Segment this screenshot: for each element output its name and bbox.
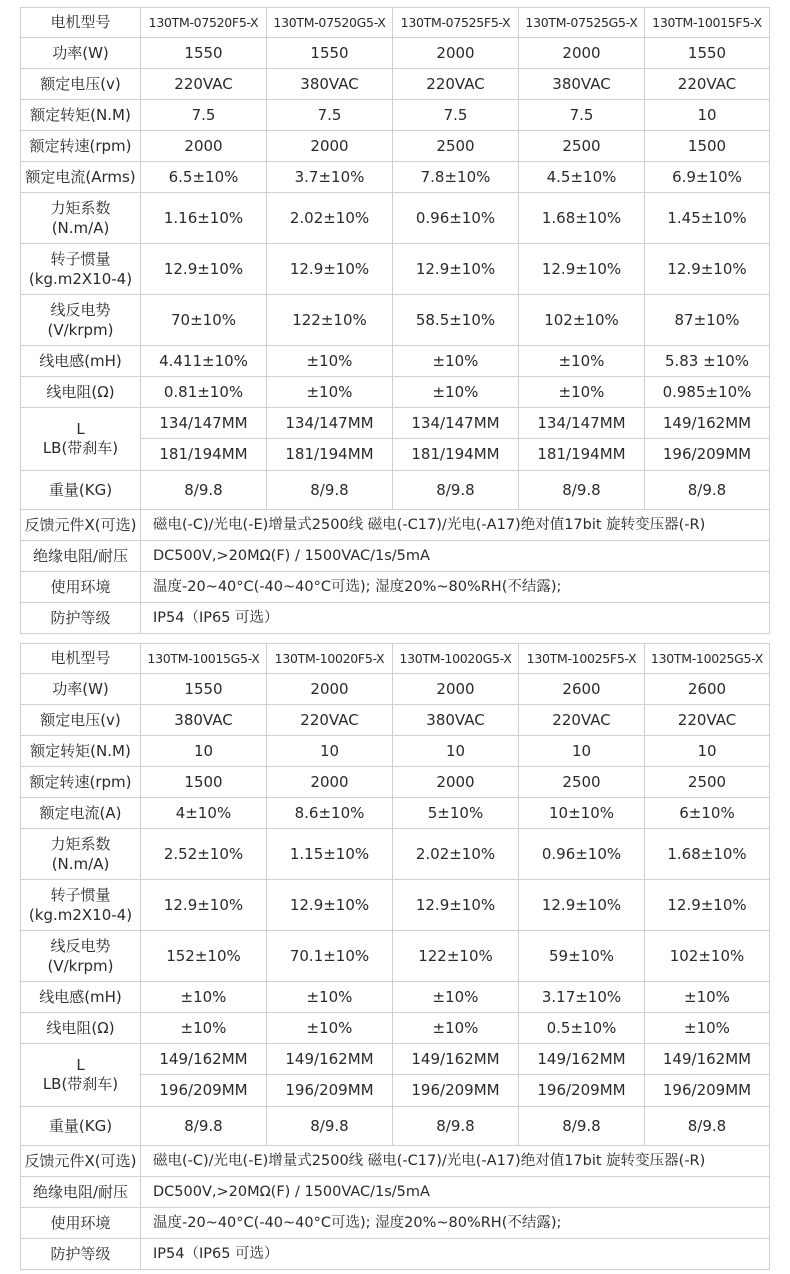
- value-cell: 2000: [141, 131, 267, 162]
- value-cell: 7.5: [141, 100, 267, 131]
- value-cell: 12.9±10%: [645, 880, 770, 931]
- row-label: 额定转速(rpm): [21, 131, 141, 162]
- value-cell: 10±10%: [519, 798, 645, 829]
- value-cell: 10: [267, 736, 393, 767]
- row-label: [21, 931, 141, 982]
- row-length-l: [21, 408, 770, 439]
- row-label-line: 线反电势: [50, 301, 111, 319]
- row-label: 电机型号: [21, 644, 141, 674]
- value-cell: 1.45±10%: [645, 193, 770, 244]
- row-label: 额定电流(Arms): [21, 162, 141, 193]
- value-cell: 12.9±10%: [519, 244, 645, 295]
- row-label-unit: (N.m/A): [51, 855, 110, 873]
- row-label: 反馈元件X(可选): [21, 510, 141, 541]
- value-cell: 12.9±10%: [267, 244, 393, 295]
- value-cell: 181/194MM: [267, 439, 393, 471]
- value-cell: 149/162MM: [645, 408, 770, 439]
- row-label-unit: (N.m/A): [51, 219, 110, 237]
- row-label-unit: (kg.m2X10-4): [28, 906, 133, 924]
- value-cell: 1550: [141, 38, 267, 69]
- spec-table-1: [20, 7, 770, 634]
- value-cell: ±10%: [519, 346, 645, 377]
- row-protection: [21, 1239, 770, 1270]
- row-label-lb: LB(带刹车): [42, 1075, 119, 1093]
- model-cell: 130TM-10015G5-X: [141, 644, 267, 674]
- row-inductance: [21, 982, 770, 1013]
- value-cell: 196/209MM: [645, 1075, 770, 1107]
- value-cell: 196/209MM: [393, 1075, 519, 1107]
- value-cell: 5.83 ±10%: [645, 346, 770, 377]
- value-cell: ±10%: [393, 346, 519, 377]
- row-label-line: 线反电势: [50, 937, 111, 955]
- value-cell: 220VAC: [393, 69, 519, 100]
- value-cell: 4.411±10%: [141, 346, 267, 377]
- value-cell: 196/209MM: [645, 439, 770, 471]
- row-label-l: L: [76, 1056, 85, 1074]
- value-cell: 2600: [519, 674, 645, 705]
- value-cell: 1500: [645, 131, 770, 162]
- value-cell: 122±10%: [393, 931, 519, 982]
- row-label: 额定转矩(N.M): [21, 100, 141, 131]
- row-weight: [21, 1107, 770, 1146]
- value-cell: 8/9.8: [645, 471, 770, 510]
- value-cell: ±10%: [267, 1013, 393, 1044]
- model-cell: 130TM-10020F5-X: [267, 644, 393, 674]
- value-cell: 1.16±10%: [141, 193, 267, 244]
- value-cell: 181/194MM: [519, 439, 645, 471]
- value-cell: 2000: [393, 38, 519, 69]
- value-cell: 2.02±10%: [393, 829, 519, 880]
- value-cell: 2500: [645, 767, 770, 798]
- row-torque-coef: [21, 829, 770, 880]
- row-label: 防护等级: [21, 603, 141, 634]
- value-cell: 10: [645, 736, 770, 767]
- row-speed: [21, 131, 770, 162]
- row-label: [21, 193, 141, 244]
- row-label: 额定电流(A): [21, 798, 141, 829]
- row-label: 额定电压(v): [21, 705, 141, 736]
- value-cell: 0.985±10%: [645, 377, 770, 408]
- value-cell: 8/9.8: [141, 1107, 267, 1146]
- value-cell: 181/194MM: [141, 439, 267, 471]
- value-cell: 134/147MM: [141, 408, 267, 439]
- row-label: [21, 880, 141, 931]
- value-cell: 2500: [393, 131, 519, 162]
- value-cell: 3.17±10%: [519, 982, 645, 1013]
- row-label: 防护等级: [21, 1239, 141, 1270]
- row-torque: [21, 736, 770, 767]
- model-cell: 130TM-10025F5-X: [519, 644, 645, 674]
- row-current: [21, 162, 770, 193]
- value-cell: 152±10%: [141, 931, 267, 982]
- row-label: 功率(W): [21, 674, 141, 705]
- value-cell: 10: [393, 736, 519, 767]
- value-cell: 10: [645, 100, 770, 131]
- row-label-unit: (V/krpm): [47, 957, 114, 975]
- value-cell: 12.9±10%: [393, 244, 519, 295]
- value-cell: 220VAC: [645, 705, 770, 736]
- row-label: 电机型号: [21, 8, 141, 38]
- value-cell: 1.15±10%: [267, 829, 393, 880]
- value-cell: 2.02±10%: [267, 193, 393, 244]
- value-cell: 149/162MM: [393, 1044, 519, 1075]
- value-cell: 220VAC: [267, 705, 393, 736]
- row-label-l: L: [76, 420, 85, 438]
- protection-value: IP54（IP65 可选）: [141, 603, 770, 634]
- value-cell: 1500: [141, 767, 267, 798]
- value-cell: 2500: [519, 131, 645, 162]
- value-cell: 1.68±10%: [519, 193, 645, 244]
- model-cell: 130TM-07525F5-X: [393, 8, 519, 38]
- value-cell: 8/9.8: [393, 471, 519, 510]
- value-cell: 102±10%: [645, 931, 770, 982]
- row-power: [21, 674, 770, 705]
- row-feedback: [21, 1146, 770, 1177]
- value-cell: 12.9±10%: [141, 880, 267, 931]
- value-cell: ±10%: [393, 1013, 519, 1044]
- value-cell: 1.68±10%: [645, 829, 770, 880]
- row-resistance: [21, 1013, 770, 1044]
- row-insulation: [21, 541, 770, 572]
- value-cell: ±10%: [267, 377, 393, 408]
- row-label: 额定电压(v): [21, 69, 141, 100]
- value-cell: 8/9.8: [267, 471, 393, 510]
- value-cell: 8/9.8: [519, 471, 645, 510]
- value-cell: 70.1±10%: [267, 931, 393, 982]
- value-cell: ±10%: [519, 377, 645, 408]
- row-label: 绝缘电阻/耐压: [21, 1177, 141, 1208]
- value-cell: ±10%: [267, 982, 393, 1013]
- row-label: [21, 829, 141, 880]
- row-protection: [21, 603, 770, 634]
- row-weight: [21, 471, 770, 510]
- value-cell: 0.96±10%: [393, 193, 519, 244]
- value-cell: 12.9±10%: [645, 244, 770, 295]
- row-label: 绝缘电阻/耐压: [21, 541, 141, 572]
- value-cell: 2000: [519, 38, 645, 69]
- row-insulation: [21, 1177, 770, 1208]
- row-label-line: 力矩系数: [50, 199, 111, 217]
- value-cell: 220VAC: [645, 69, 770, 100]
- value-cell: 70±10%: [141, 295, 267, 346]
- row-length-l: [21, 1044, 770, 1075]
- value-cell: 7.5: [267, 100, 393, 131]
- spec-table-2: [20, 643, 770, 1270]
- row-inductance: [21, 346, 770, 377]
- value-cell: 134/147MM: [519, 408, 645, 439]
- value-cell: 12.9±10%: [393, 880, 519, 931]
- row-label-unit: (V/krpm): [47, 321, 114, 339]
- row-label: 额定转速(rpm): [21, 767, 141, 798]
- value-cell: 1550: [267, 38, 393, 69]
- value-cell: ±10%: [141, 1013, 267, 1044]
- value-cell: 59±10%: [519, 931, 645, 982]
- insulation-value: DC500V,>20MΩ(F) / 1500VAC/1s/5mA: [141, 1177, 770, 1208]
- value-cell: 2000: [267, 767, 393, 798]
- value-cell: 2000: [393, 674, 519, 705]
- row-inertia: [21, 244, 770, 295]
- value-cell: 220VAC: [141, 69, 267, 100]
- value-cell: 122±10%: [267, 295, 393, 346]
- model-cell: 130TM-07525G5-X: [519, 8, 645, 38]
- value-cell: 8/9.8: [519, 1107, 645, 1146]
- value-cell: ±10%: [645, 982, 770, 1013]
- value-cell: 7.5: [393, 100, 519, 131]
- value-cell: 7.5: [519, 100, 645, 131]
- value-cell: 2500: [519, 767, 645, 798]
- value-cell: 2000: [267, 131, 393, 162]
- row-resistance: [21, 377, 770, 408]
- value-cell: 12.9±10%: [267, 880, 393, 931]
- value-cell: 8/9.8: [645, 1107, 770, 1146]
- value-cell: 2000: [393, 767, 519, 798]
- value-cell: 12.9±10%: [141, 244, 267, 295]
- value-cell: 134/147MM: [267, 408, 393, 439]
- row-label: [21, 408, 141, 471]
- row-current: [21, 798, 770, 829]
- row-label: [21, 295, 141, 346]
- insulation-value: DC500V,>20MΩ(F) / 1500VAC/1s/5mA: [141, 541, 770, 572]
- row-label-lb: LB(带刹车): [42, 439, 119, 457]
- model-cell: 130TM-07520F5-X: [141, 8, 267, 38]
- row-label: 重量(KG): [21, 471, 141, 510]
- value-cell: 0.5±10%: [519, 1013, 645, 1044]
- value-cell: 149/162MM: [519, 1044, 645, 1075]
- row-back-emf: [21, 931, 770, 982]
- value-cell: 2.52±10%: [141, 829, 267, 880]
- row-inertia: [21, 880, 770, 931]
- value-cell: 10: [519, 736, 645, 767]
- value-cell: 149/162MM: [645, 1044, 770, 1075]
- row-label: [21, 1044, 141, 1107]
- value-cell: 4.5±10%: [519, 162, 645, 193]
- value-cell: 149/162MM: [141, 1044, 267, 1075]
- value-cell: 3.7±10%: [267, 162, 393, 193]
- row-label-line: 力矩系数: [50, 835, 111, 853]
- value-cell: 196/209MM: [141, 1075, 267, 1107]
- row-label: 使用环境: [21, 1208, 141, 1239]
- row-voltage: [21, 69, 770, 100]
- model-cell: 130TM-07520G5-X: [267, 8, 393, 38]
- value-cell: 8/9.8: [393, 1107, 519, 1146]
- value-cell: 6.9±10%: [645, 162, 770, 193]
- value-cell: 6.5±10%: [141, 162, 267, 193]
- row-back-emf: [21, 295, 770, 346]
- row-torque: [21, 100, 770, 131]
- row-label: 使用环境: [21, 572, 141, 603]
- environment-value: 温度-20~40°C(-40~40°C可选); 湿度20%~80%RH(不结露);: [141, 572, 770, 603]
- value-cell: ±10%: [645, 1013, 770, 1044]
- value-cell: 2600: [645, 674, 770, 705]
- value-cell: 196/209MM: [267, 1075, 393, 1107]
- row-label: 线电感(mH): [21, 346, 141, 377]
- value-cell: 149/162MM: [267, 1044, 393, 1075]
- row-label-unit: (kg.m2X10-4): [28, 270, 133, 288]
- value-cell: 8/9.8: [141, 471, 267, 510]
- row-label: 功率(W): [21, 38, 141, 69]
- value-cell: 8.6±10%: [267, 798, 393, 829]
- row-environment: [21, 1208, 770, 1239]
- value-cell: ±10%: [393, 982, 519, 1013]
- row-model: [21, 8, 770, 38]
- row-speed: [21, 767, 770, 798]
- feedback-value: 磁电(-C)/光电(-E)增量式2500线 磁电(-C17)/光电(-A17)绝对值17bit 旋转变压器(-R): [141, 510, 770, 541]
- value-cell: 181/194MM: [393, 439, 519, 471]
- feedback-value: 磁电(-C)/光电(-E)增量式2500线 磁电(-C17)/光电(-A17)绝对值17bit 旋转变压器(-R): [141, 1146, 770, 1177]
- value-cell: ±10%: [393, 377, 519, 408]
- value-cell: 134/147MM: [393, 408, 519, 439]
- value-cell: 196/209MM: [519, 1075, 645, 1107]
- row-label: 线电感(mH): [21, 982, 141, 1013]
- row-voltage: [21, 705, 770, 736]
- value-cell: 6±10%: [645, 798, 770, 829]
- value-cell: ±10%: [267, 346, 393, 377]
- environment-value: 温度-20~40°C(-40~40°C可选); 湿度20%~80%RH(不结露);: [141, 1208, 770, 1239]
- row-environment: [21, 572, 770, 603]
- value-cell: 8/9.8: [267, 1107, 393, 1146]
- value-cell: 87±10%: [645, 295, 770, 346]
- model-cell: 130TM-10025G5-X: [645, 644, 770, 674]
- model-cell: 130TM-10020G5-X: [393, 644, 519, 674]
- value-cell: 12.9±10%: [519, 880, 645, 931]
- protection-value: IP54（IP65 可选）: [141, 1239, 770, 1270]
- value-cell: 102±10%: [519, 295, 645, 346]
- row-torque-coef: [21, 193, 770, 244]
- value-cell: 0.96±10%: [519, 829, 645, 880]
- value-cell: 10: [141, 736, 267, 767]
- value-cell: 4±10%: [141, 798, 267, 829]
- model-cell: 130TM-10015F5-X: [645, 8, 770, 38]
- value-cell: 380VAC: [267, 69, 393, 100]
- value-cell: 1550: [141, 674, 267, 705]
- row-feedback: [21, 510, 770, 541]
- row-label: 额定转矩(N.M): [21, 736, 141, 767]
- value-cell: ±10%: [141, 982, 267, 1013]
- row-model: [21, 644, 770, 674]
- value-cell: 1550: [645, 38, 770, 69]
- row-power: [21, 38, 770, 69]
- row-label: 线电阻(Ω): [21, 377, 141, 408]
- value-cell: 7.8±10%: [393, 162, 519, 193]
- value-cell: 380VAC: [393, 705, 519, 736]
- value-cell: 0.81±10%: [141, 377, 267, 408]
- value-cell: 5±10%: [393, 798, 519, 829]
- row-label: 重量(KG): [21, 1107, 141, 1146]
- value-cell: 58.5±10%: [393, 295, 519, 346]
- value-cell: 2000: [267, 674, 393, 705]
- value-cell: 380VAC: [519, 69, 645, 100]
- row-label: 线电阻(Ω): [21, 1013, 141, 1044]
- row-label: 反馈元件X(可选): [21, 1146, 141, 1177]
- value-cell: 220VAC: [519, 705, 645, 736]
- row-label-line: 转子惯量: [50, 886, 111, 904]
- row-label-line: 转子惯量: [50, 250, 111, 268]
- value-cell: 380VAC: [141, 705, 267, 736]
- row-label: [21, 244, 141, 295]
